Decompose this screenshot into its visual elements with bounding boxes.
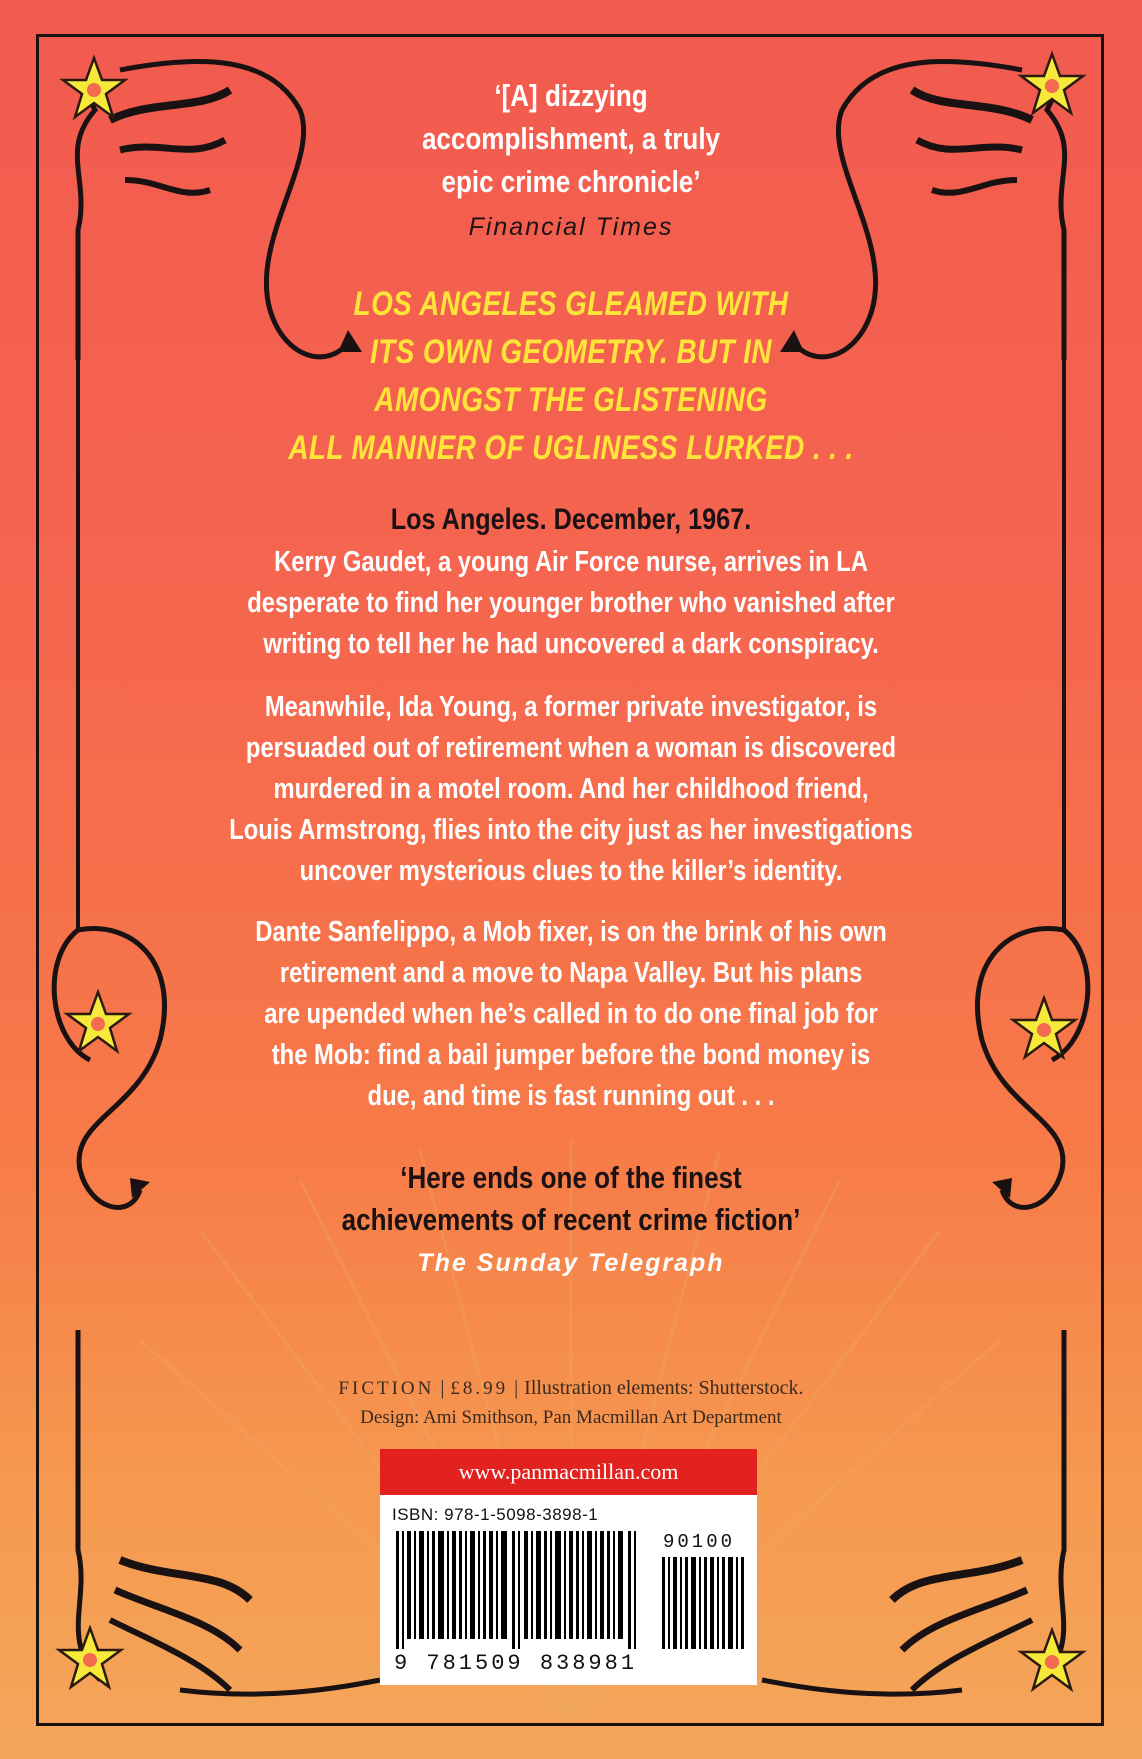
isbn-label: ISBN: 978-1-5098-3898-1 [392,1505,599,1524]
illustration-credit: Illustration elements: Shutterstock. [524,1377,804,1399]
bottom-quote-line: achievements of recent crime fiction’ [341,1202,801,1237]
blurb-para3-line: due, and time is fast running out . . . [367,1080,775,1112]
blurb-para3-line: the Mob: find a bail jumper before the bond money is [271,1039,871,1071]
headline-line: AMONGST THE GLISTENING [374,381,768,419]
genre-label: FICTION [338,1378,435,1399]
bottom-quote-source: The Sunday Telegraph [417,1249,725,1277]
barcode-main-bars [396,1531,646,1649]
barcode-panel [380,1495,757,1685]
blurb-para3-line: retirement and a move to Napa Valley. But his plans [279,957,863,989]
price-label: £8.99 [450,1378,509,1399]
blurb-para3-line: Dante Sanfelippo, a Mob fixer, is on the brink of his own [255,916,887,948]
price-code: 90100 [663,1531,736,1553]
barcode-number: 9 781509 838981 [394,1651,638,1676]
top-quote-line: ‘[A] dizzying [494,78,648,113]
barcode-addon-bars [662,1557,748,1649]
star-icon [59,1628,121,1687]
headline-line: ITS OWN GEOMETRY. BUT IN [370,333,772,371]
blurb-para2-line: uncover mysterious clues to the killer’s identity. [299,855,843,887]
meta-line [0,1372,1142,1405]
top-quote-source: Financial Times [468,213,674,241]
top-quote-line: epic crime chronicle’ [441,164,701,199]
dateline: Los Angeles. December, 1967. [390,503,752,536]
separator: | [440,1377,445,1399]
design-credit: Design: Ami Smithson, Pan Macmillan Art Department [360,1407,782,1428]
blurb-para1-line: desperate to find her younger brother who vanished after [247,587,895,619]
top-quote-line: accomplishment, a truly [421,121,721,156]
headline-line: LOS ANGELES GLEAMED WITH [353,285,789,323]
blurb-para2-line: Meanwhile, Ida Young, a former private investigator, is [264,691,878,723]
blurb-para3-line: are upended when he’s called in to do one final job for [264,998,878,1030]
blurb-para2-line: persuaded out of retirement when a woman is discovered [245,732,897,764]
headline-line: ALL MANNER OF UGLINESS LURKED . . . [288,429,854,467]
bottom-quote-line: ‘Here ends one of the finest [400,1160,742,1195]
star-icon [1021,1630,1083,1689]
blurb-para1-line: Kerry Gaudet, a young Air Force nurse, arrives in LA [274,546,868,578]
blurb-para1-line: writing to tell her he had uncovered a dark conspiracy. [263,628,879,660]
blurb-para2-line: Louis Armstrong, flies into the city just as her investigations [229,814,913,846]
publisher-url-banner[interactable]: www.panmacmillan.com [380,1449,757,1495]
separator: | [514,1377,519,1399]
blurb-para2-line: murdered in a motel room. And her childhood friend, [273,773,869,805]
